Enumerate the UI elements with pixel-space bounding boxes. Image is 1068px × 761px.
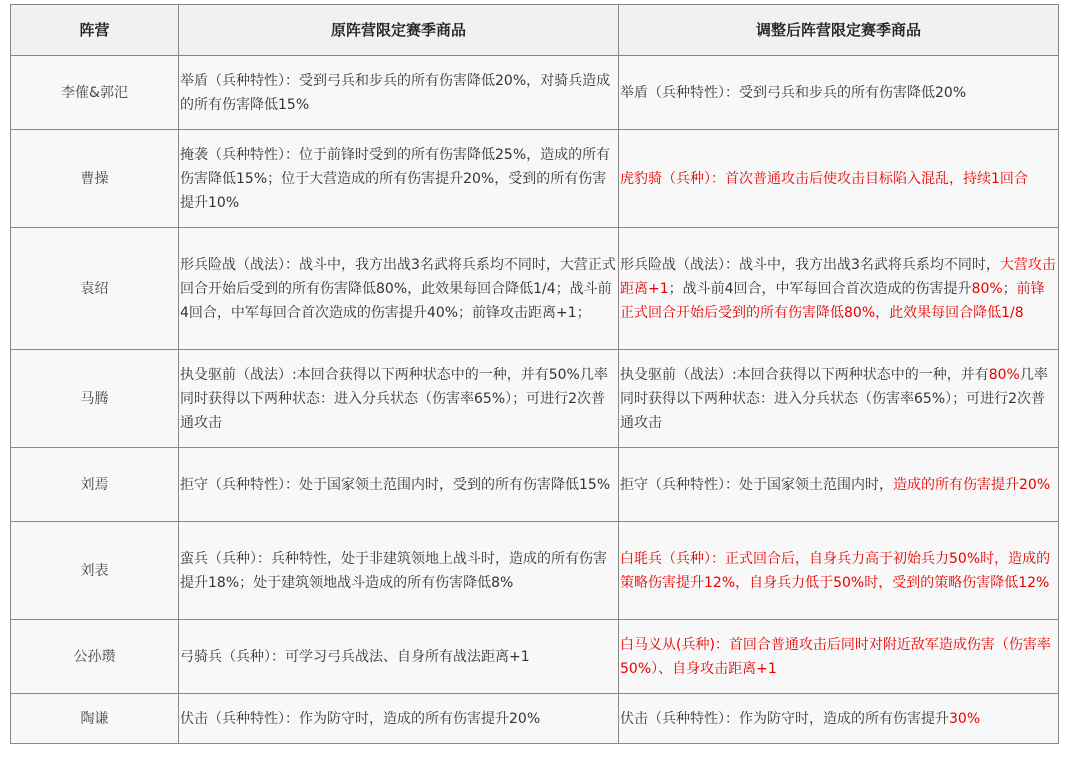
- faction-cell: 陶谦: [11, 694, 179, 744]
- adjusted-effect-cell: [619, 620, 1059, 694]
- changed-text-segment: 白马义从(兵种)：首回合普通攻击后同时对附近敌军造成伤害（伤害率50%）、自身攻击距离+1: [620, 636, 1051, 677]
- faction-cell: 曹操: [11, 130, 179, 228]
- original-effect-cell: 执殳驱前（战法）:本回合获得以下两种状态中的一种，并有50%几率同时获得以下两种状态：进入分兵状态（伤害率65%）；可进行2次普通攻击: [179, 350, 619, 448]
- text-segment: 伏击（兵种特性）：作为防守时，造成的所有伤害提升: [620, 710, 949, 727]
- header-faction: 阵营: [11, 5, 179, 56]
- changed-text-segment: 前锋正式回合开始后受到的所有伤害降低80%，此效果每回合降低1/8: [620, 280, 1045, 321]
- adjusted-effect-cell: [619, 694, 1059, 744]
- faction-cell: 袁绍: [11, 228, 179, 350]
- original-effect-cell: 伏击（兵种特性）：作为防守时，造成的所有伤害提升20%: [179, 694, 619, 744]
- changed-text-segment: 造成的所有伤害提升20%: [893, 476, 1051, 493]
- original-effect-cell: 拒守（兵种特性）：处于国家领土范围内时，受到的所有伤害降低15%: [179, 448, 619, 522]
- original-effect-cell: 举盾（兵种特性）：受到弓兵和步兵的所有伤害降低20%，对骑兵造成的所有伤害降低15%: [179, 56, 619, 130]
- faction-cell: 公孙瓒: [11, 620, 179, 694]
- adjusted-effect-cell: [619, 522, 1059, 620]
- original-effect-cell: 形兵险战（战法）：战斗中，我方出战3名武将兵系均不同时，大营正式回合开始后受到的所有伤害降低80%，此效果每回合降低1/4；战斗前4回合，中军每回合首次造成的伤害提升40%；前锋攻击距离+1；: [179, 228, 619, 350]
- adjusted-effect-cell: [619, 56, 1059, 130]
- faction-comparison-table: [10, 4, 1059, 744]
- text-segment: 举盾（兵种特性）：受到弓兵和步兵的所有伤害降低20%: [620, 84, 967, 101]
- faction-cell: 马腾: [11, 350, 179, 448]
- changed-text-segment: 80%: [971, 280, 1003, 297]
- header-original: 原阵营限定赛季商品: [179, 5, 619, 56]
- text-segment: 几率同时获得以下两种状态：进入分兵状态（伤害率65%）；可进行2次普通攻击: [620, 366, 1048, 431]
- original-effect-cell: 蛮兵（兵种）：兵种特性，处于非建筑领地上战斗时，造成的所有伤害提升18%；处于建筑领地战斗造成的所有伤害降低8%: [179, 522, 619, 620]
- header-row: [11, 5, 1059, 56]
- adjusted-effect-cell: [619, 130, 1059, 228]
- adjusted-effect-cell: [619, 448, 1059, 522]
- text-segment: 拒守（兵种特性）：处于国家领土范围内时，: [620, 476, 893, 493]
- faction-cell: 刘焉: [11, 448, 179, 522]
- table-row: [11, 56, 1059, 130]
- adjusted-effect-cell: [619, 350, 1059, 448]
- changed-text-segment: 虎豹骑（兵种）：首次普通攻击后使攻击目标陷入混乱，持续1回合: [620, 170, 1028, 187]
- table-row: [11, 694, 1059, 744]
- text-segment: 执殳驱前（战法）:本回合获得以下两种状态中的一种，并有: [620, 366, 989, 383]
- original-effect-cell: 掩袭（兵种特性）：位于前锋时受到的所有伤害降低25%，造成的所有伤害降低15%；位于大营造成的所有伤害提升20%，受到的所有伤害提升10%: [179, 130, 619, 228]
- table-row: [11, 350, 1059, 448]
- table-wrapper: [10, 4, 1059, 744]
- changed-text-segment: 白毦兵（兵种）：正式回合后，自身兵力高于初始兵力50%时，造成的策略伤害提升12%，自身兵力低于50%时，受到的策略伤害降低12%: [620, 550, 1051, 591]
- text-segment: ；战斗前4回合，中军每回合首次造成的伤害提升: [668, 280, 972, 297]
- table-row: [11, 620, 1059, 694]
- faction-cell: 李傕&郭汜: [11, 56, 179, 130]
- faction-cell: 刘表: [11, 522, 179, 620]
- table-row: [11, 130, 1059, 228]
- table-row: [11, 448, 1059, 522]
- original-effect-cell: 弓骑兵（兵种）：可学习弓兵战法、自身所有战法距离+1: [179, 620, 619, 694]
- changed-text-segment: 30%: [949, 710, 981, 727]
- adjusted-effect-cell: [619, 228, 1059, 350]
- table-row: [11, 522, 1059, 620]
- header-adjusted: 调整后阵营限定赛季商品: [619, 5, 1059, 56]
- text-segment: ；: [1002, 280, 1017, 297]
- changed-text-segment: 80%: [988, 366, 1020, 383]
- changed-text-segment: 大营攻击距离+1: [620, 256, 1056, 297]
- table-row: [11, 228, 1059, 350]
- text-segment: 形兵险战（战法）：战斗中，我方出战3名武将兵系均不同时，: [620, 256, 1000, 273]
